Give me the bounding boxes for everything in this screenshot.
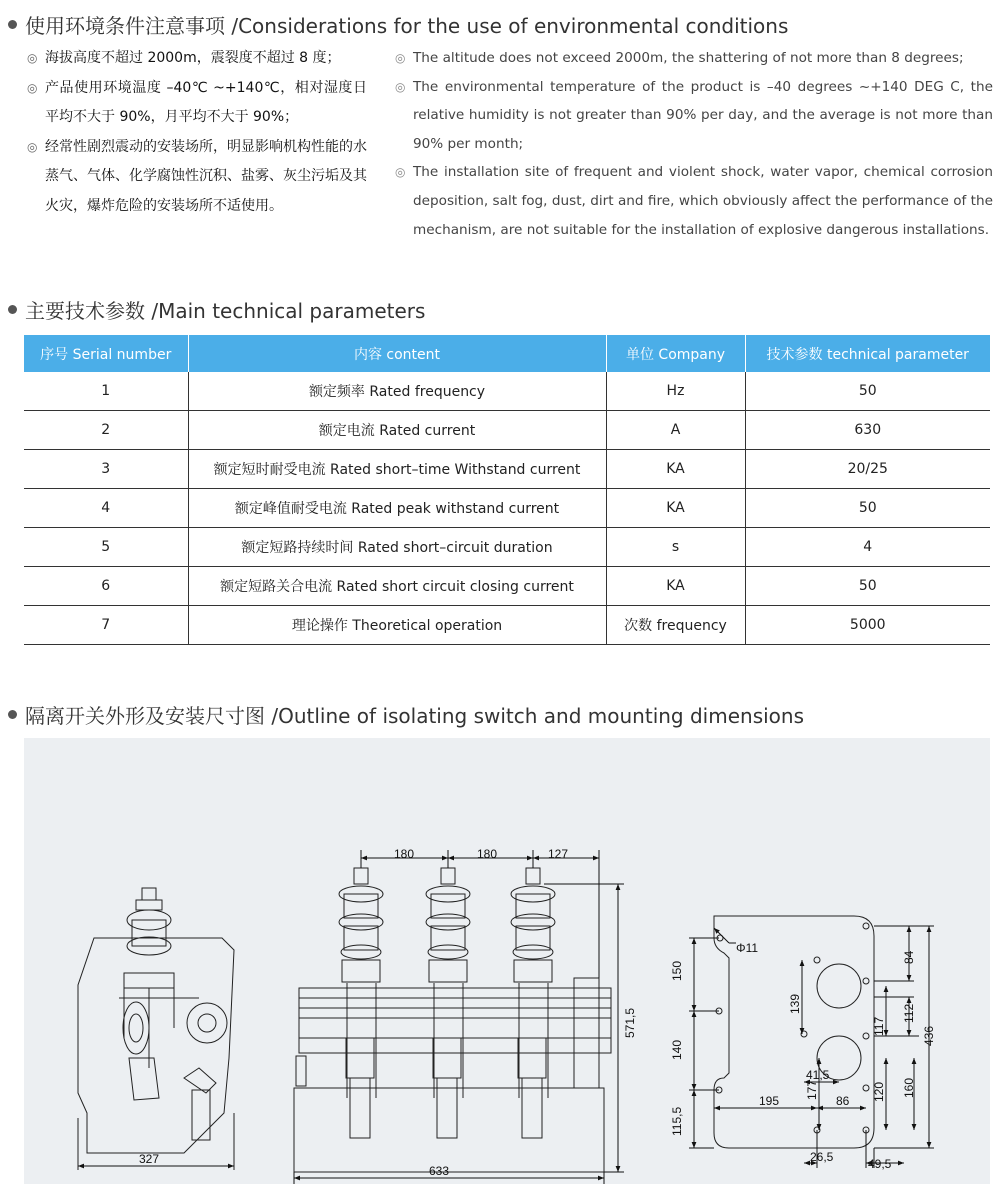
- cell-content: 额定电流 Rated current: [188, 411, 606, 450]
- cell-serial: 3: [24, 450, 188, 489]
- cell-content: 额定短路关合电流 Rated short circuit closing current: [188, 567, 606, 606]
- list-item: ◎ The altitude does not exceed 2000m, the shattering of not more than 8 degrees;: [395, 44, 993, 73]
- table-row: [24, 606, 990, 645]
- mount-left-1-label: 150: [670, 960, 684, 981]
- cell-value: 50: [745, 372, 990, 411]
- circle-bullet-icon: ◎: [27, 80, 38, 95]
- cell-value: 20/25: [745, 450, 990, 489]
- side-view: [78, 888, 234, 1153]
- bullet-dot-icon: [8, 710, 17, 719]
- front-spacing-1-label: 180: [394, 847, 415, 861]
- cell-serial: 5: [24, 528, 188, 567]
- section-title-outline: 隔离开关外形及安装尺寸图 /Outline of isolating switch and mounting dimensions: [8, 700, 804, 729]
- cell-serial: 2: [24, 411, 188, 450]
- column-header: 内容 content: [188, 335, 606, 372]
- circle-bullet-icon: ◎: [395, 51, 406, 65]
- mount-hole-label: Φ11: [736, 941, 759, 955]
- side-width-dimension: [78, 1113, 234, 1170]
- mount-dimension-lines: [689, 926, 934, 1168]
- list-item: ◎ The installation site of frequent and violent shock, water vapor, chemical corrosion deposition, salt fog, dust, dirt and fire, which obviously affect the performance of the mechanism, are not suitable for the installation of explosive dangerous installations.: [395, 158, 993, 244]
- circle-bullet-icon: ◎: [27, 51, 38, 65]
- front-top-dimensions: [361, 850, 599, 978]
- bullet-dot-icon: [8, 20, 17, 29]
- circle-bullet-icon: ◎: [27, 139, 38, 154]
- bullet-dot-icon: [8, 305, 17, 314]
- list-item: ◎ 海拔高度不超过 2000m，震裂度不超过 8 度；: [27, 44, 367, 74]
- cell-content: 额定频率 Rated frequency: [188, 372, 606, 411]
- table-row: [24, 567, 990, 606]
- cell-unit: KA: [606, 450, 745, 489]
- cell-unit: KA: [606, 489, 745, 528]
- front-height-label: 571,5: [623, 1007, 637, 1038]
- circle-bullet-icon: ◎: [395, 165, 406, 180]
- mount-49-5-label: 49,5: [868, 1157, 892, 1171]
- cell-value: 630: [745, 411, 990, 450]
- cell-serial: 7: [24, 606, 188, 645]
- list-item: ◎ 产品使用环境温度 –40℃ ~+140℃，相对湿度日平均不大于 90%，月平均不大于 90%；: [27, 74, 367, 133]
- mount-left-3-label: 115,5: [670, 1106, 684, 1136]
- mount-r84-label: 84: [902, 950, 916, 964]
- cell-unit: A: [606, 411, 745, 450]
- cell-serial: 1: [24, 372, 188, 411]
- mount-120-label: 120: [872, 1081, 886, 1102]
- mount-r436-label: 436: [922, 1025, 936, 1046]
- mount-left-2-label: 140: [670, 1039, 684, 1060]
- cell-unit: 次数 frequency: [606, 606, 745, 645]
- table-row: [24, 528, 990, 567]
- table-row: [24, 411, 990, 450]
- table-row: [24, 372, 990, 411]
- mount-177-label: 177: [805, 1079, 819, 1100]
- environment-list-chinese: [27, 44, 367, 221]
- outline-drawing-panel: [24, 738, 990, 1184]
- mount-86-label: 86: [836, 1094, 850, 1108]
- cell-content: 额定短时耐受电流 Rated short–time Withstand current: [188, 450, 606, 489]
- mount-26-5-label: 26,5: [810, 1150, 834, 1164]
- mount-41-5-label: 41,5: [806, 1068, 830, 1082]
- environment-list-english: [395, 44, 993, 244]
- cell-content: 额定峰值耐受电流 Rated peak withstand current: [188, 489, 606, 528]
- cell-serial: 4: [24, 489, 188, 528]
- column-header: 单位 Company: [606, 335, 745, 372]
- outline-drawing: [24, 738, 990, 1184]
- table-row: [24, 450, 990, 489]
- mount-r160-label: 160: [902, 1077, 916, 1098]
- cell-unit: Hz: [606, 372, 745, 411]
- pole-3: [511, 868, 555, 1138]
- cell-content: 额定短路持续时间 Rated short–circuit duration: [188, 528, 606, 567]
- table-row: [24, 489, 990, 528]
- cell-unit: s: [606, 528, 745, 567]
- cell-value: 5000: [745, 606, 990, 645]
- mount-117-label: 117: [872, 1016, 886, 1036]
- cell-serial: 6: [24, 567, 188, 606]
- cell-value: 50: [745, 489, 990, 528]
- cell-unit: KA: [606, 567, 745, 606]
- table-header-row: [24, 335, 990, 372]
- mount-139-label: 139: [788, 993, 802, 1014]
- list-item: ◎ The environmental temperature of the product is –40 degrees ~+140 DEG C, the relative humidity is not greater than 90% per day, and the average is not more than 90% per month;: [395, 73, 993, 159]
- column-header: 序号 Serial number: [24, 335, 188, 372]
- mount-195-label: 195: [759, 1094, 780, 1108]
- cell-content: 理论操作 Theoretical operation: [188, 606, 606, 645]
- front-height-dimension: [544, 884, 624, 1172]
- front-width-label: 633: [429, 1164, 450, 1178]
- front-edge-label: 127: [548, 847, 569, 861]
- cell-value: 4: [745, 528, 990, 567]
- front-view: [294, 868, 611, 1172]
- pole-2: [426, 868, 470, 1138]
- side-width-label: 327: [139, 1152, 160, 1166]
- pole-1: [339, 868, 383, 1138]
- parameters-table: [24, 335, 990, 645]
- section-title-parameters: 主要技术参数 /Main technical parameters: [8, 295, 425, 324]
- section-title-environment: 使用环境条件注意事项 /Considerations for the use of environmental conditions: [8, 10, 788, 39]
- mount-r112-label: 112: [902, 1003, 916, 1023]
- list-item: ◎ 经常性剧烈震动的安装场所，明显影响机构性能的水蒸气、气体、化学腐蚀性沉积、盐雾、灰尘污垢及其火灾，爆炸危险的安装场所不适使用。: [27, 133, 367, 222]
- column-header: 技术参数 technical parameter: [745, 335, 990, 372]
- cell-value: 50: [745, 567, 990, 606]
- circle-bullet-icon: ◎: [395, 79, 406, 94]
- front-spacing-2-label: 180: [477, 847, 498, 861]
